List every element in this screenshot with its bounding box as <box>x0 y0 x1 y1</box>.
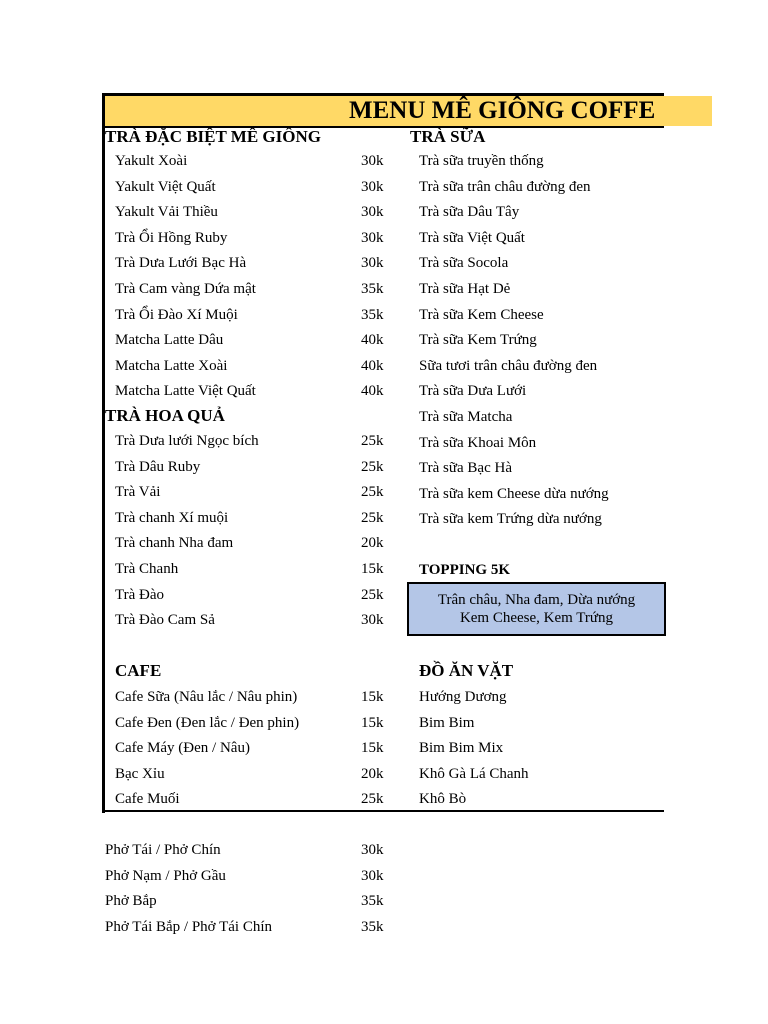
tra-sua-item-name: Trà sữa Matcha <box>419 409 513 425</box>
pho-item-price: 30k <box>361 842 384 858</box>
tra-hoa-qua-item-name: Trà Vải <box>115 484 161 501</box>
topping-line-1: Trân châu, Nha đam, Dừa nướng <box>437 592 636 608</box>
cafe-item-name: Cafe Máy (Đen / Nâu) <box>115 740 250 757</box>
heading-cafe: CAFE <box>115 661 162 680</box>
heading-topping: TOPPING 5K <box>419 562 510 578</box>
tra-hoa-qua-item-name: Trà Dưa lưới Ngọc bích <box>115 433 259 449</box>
tra-dac-biet-item-name: Matcha Latte Dâu <box>115 332 224 349</box>
tra-hoa-qua-item-name: Trà Dâu Ruby <box>115 458 201 475</box>
tra-hoa-qua-item-price: 20k <box>361 535 384 552</box>
tra-sua-item-name: Trà sữa Dưa Lưới <box>419 383 527 400</box>
tra-dac-biet-item-price: 40k <box>361 383 384 400</box>
tra-dac-biet-item-price: 30k <box>361 255 384 272</box>
tra-sua-item-name: Trà sữa Việt Quất <box>419 229 525 246</box>
do-an-vat-item-name: Khô Gà Lá Chanh <box>419 765 529 782</box>
tra-sua-item-name: Trà sữa Khoai Môn <box>419 434 537 451</box>
tra-dac-biet-item-price: 35k <box>361 281 384 297</box>
tra-dac-biet-item-price: 35k <box>361 306 384 323</box>
tra-hoa-qua-item-price: 25k <box>361 586 384 603</box>
cafe-item-name: Cafe Muối <box>115 791 180 808</box>
do-an-vat-item-name: Bim Bim <box>419 714 475 731</box>
cafe-item-name: Cafe Đen (Đen lắc / Đen phin) <box>115 714 300 731</box>
topping-box <box>407 582 666 636</box>
tra-dac-biet-item-price: 30k <box>361 153 384 169</box>
pho-item-price: 30k <box>361 867 384 884</box>
tra-dac-biet-item-name: Trà Dưa Lưới Bạc Hà <box>115 255 247 272</box>
tra-dac-biet-item-price: 30k <box>361 229 384 246</box>
tra-sua-item-name: Trà sữa Dâu Tây <box>419 204 520 221</box>
pho-item-name: Phở Tái / Phở Chín <box>105 842 221 858</box>
pho-item-price: 35k <box>361 893 384 910</box>
tra-sua-item-name: Trà sữa Socola <box>419 255 509 272</box>
tra-dac-biet-item-name: Trà Cam vàng Dứa mật <box>115 281 256 297</box>
tra-dac-biet-item-name: Trà Ổi Hồng Ruby <box>115 229 228 246</box>
heading-tra-sua: TRÀ SỮA <box>410 127 486 146</box>
tra-dac-biet-item-name: Yakult Vải Thiều <box>115 204 218 221</box>
cafe-item-name: Cafe Sữa (Nâu lắc / Nâu phin) <box>115 689 298 705</box>
tra-hoa-qua-item-price: 25k <box>361 458 384 475</box>
cafe-item-price: 25k <box>361 791 384 808</box>
heading-tra-dac-biet: TRÀ ĐẶC BIỆT MÊ GIÔNG <box>105 127 321 146</box>
do-an-vat-item-name: Bim Bim Mix <box>419 740 504 757</box>
tra-hoa-qua-item-name: Trà chanh Xí muội <box>115 509 229 526</box>
pho-item-name: Phở Tái Bắp / Phở Tái Chín <box>105 918 272 935</box>
tra-hoa-qua-item-price: 25k <box>361 484 384 501</box>
tra-hoa-qua-item-price: 30k <box>361 612 384 629</box>
do-an-vat-item-name: Khô Bò <box>419 791 467 808</box>
pho-item-name: Phở Bắp <box>105 893 157 910</box>
tra-dac-biet-item-name: Yakult Xoài <box>115 153 188 169</box>
tra-hoa-qua-item-price: 25k <box>361 509 384 526</box>
cafe-item-price: 20k <box>361 765 384 782</box>
tra-dac-biet-item-price: 40k <box>361 357 384 374</box>
menu-title: MENU MÊ GIÔNG COFFE <box>349 97 656 124</box>
tra-dac-biet-item-name: Yakult Việt Quất <box>115 178 216 195</box>
tra-dac-biet-item-price: 30k <box>361 178 384 195</box>
pho-item-name: Phở Nạm / Phở Gầu <box>105 867 226 884</box>
frame-left-border <box>102 93 105 813</box>
tra-sua-item-name: Trà sữa Bạc Hà <box>419 460 512 477</box>
cafe-item-price: 15k <box>361 740 384 757</box>
tra-sua-item-name: Trà sữa Hạt Dẻ <box>419 281 511 297</box>
tra-sua-item-name: Trà sữa trân châu đường đen <box>419 178 591 195</box>
frame-bottom-border <box>102 810 664 812</box>
pho-item-price: 35k <box>361 918 384 935</box>
tra-sua-item-name: Trà sữa truyền thống <box>419 153 544 169</box>
topping-line-2: Kem Cheese, Kem Trứng <box>459 610 614 626</box>
heading-do-an-vat: ĐỒ ĂN VẶT <box>419 661 514 680</box>
tra-sua-item-name: Sữa tươi trân châu đường đen <box>419 357 598 374</box>
tra-hoa-qua-item-price: 25k <box>361 433 384 449</box>
cafe-item-name: Bạc Xỉu <box>115 765 165 782</box>
tra-hoa-qua-item-name: Trà Đào Cam Sả <box>115 612 215 629</box>
tra-hoa-qua-item-price: 15k <box>361 561 384 577</box>
do-an-vat-item-name: Hướng Dương <box>419 689 507 705</box>
tra-sua-item-name: Trà sữa kem Cheese dừa nướng <box>419 485 609 502</box>
cafe-item-price: 15k <box>361 689 384 705</box>
cafe-item-price: 15k <box>361 714 384 731</box>
tra-dac-biet-item-price: 40k <box>361 332 384 349</box>
tra-dac-biet-item-price: 30k <box>361 204 384 221</box>
tra-hoa-qua-item-name: Trà Đào <box>115 586 165 603</box>
tra-hoa-qua-item-name: Trà Chanh <box>115 561 179 577</box>
heading-tra-hoa-qua: TRÀ HOA QUẢ <box>105 406 225 425</box>
tra-dac-biet-item-name: Matcha Latte Việt Quất <box>115 383 256 400</box>
tra-sua-item-name: Trà sữa Kem Cheese <box>419 306 544 323</box>
tra-sua-item-name: Trà sữa kem Trứng dừa nướng <box>419 511 602 528</box>
tra-sua-item-name: Trà sữa Kem Trứng <box>419 332 537 349</box>
tra-dac-biet-item-name: Matcha Latte Xoài <box>115 357 228 374</box>
tra-hoa-qua-item-name: Trà chanh Nha đam <box>115 535 234 552</box>
tra-dac-biet-item-name: Trà Ổi Đào Xí Muội <box>115 306 238 323</box>
